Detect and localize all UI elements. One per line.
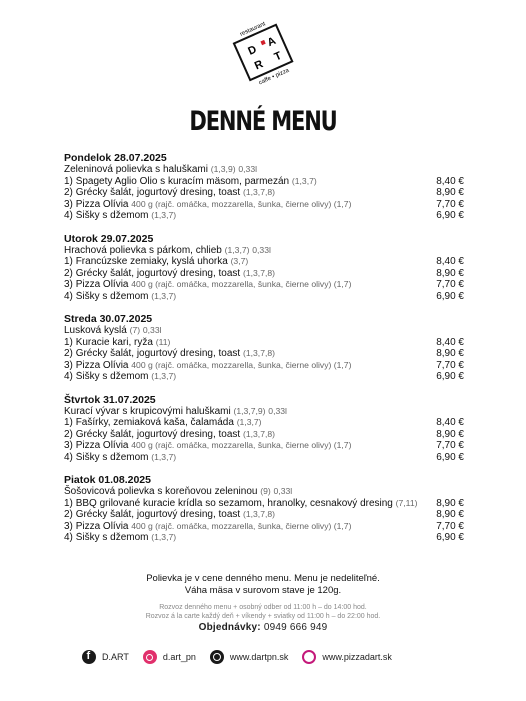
item-detail: (1,3,7) — [291, 175, 317, 186]
day-heading: Streda 30.07.2025 — [64, 313, 153, 325]
item-name: Fašírky, zemiaková kaša, čalamáda — [75, 417, 234, 428]
menu-item — [64, 440, 464, 452]
item-name: Kuracie kari, ryža — [75, 336, 153, 348]
menu-item — [64, 521, 464, 533]
menu-item — [64, 279, 464, 291]
menu-item — [64, 256, 464, 268]
item-price: 7,70 € — [436, 440, 464, 451]
item-number: 1) — [64, 417, 73, 428]
day-heading: Piatok 01.08.2025 — [64, 474, 151, 486]
item-price: 7,70 € — [436, 359, 464, 371]
day-heading: Pondelok 28.07.2025 — [64, 152, 167, 164]
soup-volume: 0,33l — [238, 164, 258, 174]
item-detail: (1,3,7) — [151, 451, 177, 462]
menu-day — [64, 474, 464, 544]
item-name: Grécky šalát, jogurtový dresing, toast — [75, 348, 241, 359]
item-price: 7,70 € — [436, 198, 464, 210]
menu-item-text — [64, 452, 176, 464]
item-name: Pizza Olívia — [75, 440, 129, 451]
soup-volume: 0,33l — [268, 405, 287, 416]
soup-volume: 0,33l — [273, 486, 293, 496]
item-price: 6,90 € — [436, 290, 464, 302]
item-detail: 400 g (rajč. omáčka, mozzarella, šunka, čierne olivy) (1,7) — [131, 279, 352, 289]
menu-item-text — [64, 509, 275, 521]
menu-item — [64, 417, 464, 429]
soup-line — [64, 164, 464, 176]
item-number: 1) — [64, 175, 73, 187]
menu-item-text — [64, 337, 170, 349]
daily-menu — [64, 152, 464, 555]
logo-letter-a: A — [265, 34, 278, 50]
social-web[interactable] — [210, 650, 289, 664]
item-price: 7,70 € — [436, 279, 464, 290]
item-price: 8,90 € — [436, 267, 464, 279]
menu-note — [0, 573, 526, 596]
item-price: 8,90 € — [436, 509, 464, 520]
soup-line — [64, 406, 464, 418]
item-name: Francúzske zemiaky, kyslá uhorka — [75, 256, 228, 267]
item-name: Pizza Olívia — [75, 359, 129, 371]
item-detail: (1,3,7,8) — [243, 267, 276, 278]
item-price: 8,90 € — [436, 428, 464, 440]
item-detail: (3,7) — [230, 256, 249, 266]
item-price: 8,40 € — [436, 417, 464, 428]
logo-top-text: restaurant — [239, 21, 267, 38]
menu-item-text — [64, 417, 262, 429]
item-number: 4) — [64, 290, 73, 302]
order-contact — [0, 622, 526, 633]
day-heading: Utorok 29.07.2025 — [64, 232, 154, 245]
item-number: 4) — [64, 451, 73, 463]
logo-bottom-text: caffe • pizza — [258, 67, 291, 87]
soup-allergens: (9) — [260, 486, 271, 496]
soup-name: Zeleninová polievka s haluškami — [64, 164, 208, 175]
item-name: Šišky s džemom — [75, 290, 149, 302]
item-name: BBQ grilované kuracie krídla so sezamom, hranolky, cesnakový dresing — [75, 497, 393, 509]
soup-allergens: (7) — [129, 325, 141, 335]
social-facebook-label: D.ART — [102, 652, 129, 662]
menu-item — [64, 337, 464, 349]
soup-name: Kurací vývar s krupicovými haluškami — [64, 405, 231, 417]
item-name: Grécky šalát, jogurtový dresing, toast — [75, 509, 241, 520]
item-number: 2) — [64, 509, 73, 520]
menu-item — [64, 210, 464, 222]
item-detail: (1,3,7) — [151, 210, 177, 220]
soup-name: Lusková kyslá — [64, 325, 127, 336]
restaurant-logo — [224, 14, 304, 90]
menu-item — [64, 532, 464, 544]
soup-volume: 0,33l — [252, 244, 271, 255]
item-detail: (11) — [155, 336, 171, 347]
social-pizza[interactable] — [302, 650, 392, 664]
item-name: Grécky šalát, jogurtový dresing, toast — [75, 267, 241, 279]
soup-allergens: (1,3,7) — [224, 244, 250, 255]
social-instagram-label: d.art_pn — [162, 652, 196, 662]
menu-day — [64, 394, 464, 464]
menu-day — [64, 233, 464, 303]
hours-line-1: Rozvoz denného menu + osobný odber od 11:00 h – do 14:00 hod. — [159, 604, 367, 611]
item-price: 8,90 € — [436, 497, 464, 509]
item-detail: (1,3,7) — [236, 417, 262, 427]
menu-item-text — [64, 360, 351, 372]
hours-line-2: Rozvoz á la carte každý deň + víkendy + sviatky od 11:00 h – do 22:00 hod. — [145, 613, 381, 620]
delivery-hours — [0, 603, 526, 621]
order-label: Objednávky: — [198, 622, 261, 633]
menu-item-text — [64, 256, 248, 268]
logo-letter-t: T — [272, 49, 284, 64]
item-number: 3) — [64, 520, 73, 532]
menu-item-text — [64, 268, 275, 280]
menu-day — [64, 313, 464, 383]
soup-line — [64, 245, 464, 257]
item-detail: (1,3,7,8) — [243, 187, 276, 197]
item-number: 2) — [64, 267, 73, 279]
item-detail: 400 g (rajč. omáčka, mozzarella, šunka, čierne olivy) (1,7) — [131, 520, 352, 531]
web-icon — [210, 650, 224, 664]
item-detail: (7,11) — [395, 497, 418, 508]
item-number: 3) — [64, 359, 73, 371]
social-facebook[interactable] — [82, 650, 129, 664]
item-detail: (1,3,7) — [151, 532, 177, 542]
menu-item-text — [64, 371, 176, 383]
menu-item-text — [64, 440, 351, 452]
menu-item — [64, 199, 464, 211]
item-number: 1) — [64, 497, 73, 509]
menu-item — [64, 176, 464, 188]
item-detail: 400 g (rajč. omáčka, mozzarella, šunka, čierne olivy) (1,7) — [131, 359, 352, 370]
menu-item-text — [64, 429, 275, 441]
item-price: 6,90 € — [436, 210, 464, 221]
soup-name: Hrachová polievka s párkom, chlieb — [64, 244, 222, 256]
menu-item — [64, 429, 464, 441]
menu-item-text — [64, 498, 417, 510]
item-price: 8,40 € — [436, 175, 464, 187]
menu-item — [64, 452, 464, 464]
item-price: 8,40 € — [436, 256, 464, 267]
item-name: Špagety Aglio Olio s kuracím mäsom, parmezán — [75, 175, 290, 187]
item-number: 3) — [64, 279, 73, 290]
menu-item-text — [64, 187, 275, 199]
menu-item — [64, 268, 464, 280]
item-number: 3) — [64, 440, 73, 451]
item-detail: (1,3,7) — [151, 371, 177, 381]
social-instagram[interactable] — [143, 650, 196, 664]
menu-item-text — [64, 210, 176, 222]
menu-item-text — [64, 348, 275, 360]
soup-allergens: (1,3,9) — [210, 164, 236, 174]
item-detail: (1,3,7) — [151, 290, 177, 301]
social-links — [82, 648, 442, 666]
item-number: 4) — [64, 371, 73, 382]
menu-item-text — [64, 521, 351, 533]
facebook-icon — [82, 650, 96, 664]
note-line-2: Váha mäsa v surovom stave je 120g. — [184, 584, 342, 596]
social-web-label: www.dartpn.sk — [229, 652, 289, 662]
item-number: 2) — [64, 348, 73, 359]
item-name: Šišky s džemom — [75, 532, 149, 543]
item-name: Pizza Olívia — [75, 520, 129, 532]
item-number: 2) — [64, 187, 73, 198]
logo-letter-r: R — [252, 58, 266, 73]
item-detail: (1,3,7,8) — [243, 509, 276, 519]
soup-allergens: (1,3,7,9) — [233, 405, 266, 416]
item-price: 8,40 € — [436, 336, 464, 348]
item-name: Šišky s džemom — [75, 371, 149, 382]
item-detail: (1,3,7,8) — [243, 348, 276, 358]
soup-line — [64, 486, 464, 498]
page-title: DENNÉ MENU — [189, 106, 337, 137]
item-detail: 400 g (rajč. omáčka, mozzarella, šunka, čierne olivy) (1,7) — [131, 198, 352, 209]
item-name: Šišky s džemom — [75, 210, 149, 221]
soup-line — [64, 325, 464, 337]
menu-item-text — [64, 279, 351, 291]
menu-item — [64, 360, 464, 372]
logo-letter-d: D — [246, 43, 259, 58]
item-number: 1) — [64, 256, 73, 267]
soup-volume: 0,33l — [142, 325, 162, 335]
item-number: 3) — [64, 198, 73, 210]
soup-name: Šošovicová polievka s koreňovou zeleninou — [64, 486, 258, 497]
menu-item — [64, 291, 464, 303]
item-price: 8,90 € — [436, 187, 464, 198]
item-price: 6,90 € — [436, 371, 464, 382]
item-price: 6,90 € — [436, 451, 464, 463]
item-price: 7,70 € — [436, 520, 464, 532]
item-number: 4) — [64, 532, 73, 543]
item-name: Šišky s džemom — [75, 451, 149, 463]
note-line-1: Polievka je v cene denného menu. Menu je nedeliteľné. — [146, 573, 380, 584]
instagram-icon — [143, 650, 157, 664]
item-name: Grécky šalát, jogurtový dresing, toast — [75, 428, 241, 440]
item-name: Pizza Olívia — [75, 279, 129, 290]
menu-day — [64, 152, 464, 222]
item-number: 2) — [64, 428, 73, 440]
menu-item — [64, 187, 464, 199]
item-number: 1) — [64, 336, 73, 348]
item-name: Grécky šalát, jogurtový dresing, toast — [75, 187, 241, 198]
menu-item — [64, 509, 464, 521]
pizza-icon — [302, 650, 316, 664]
social-pizza-label: www.pizzadart.sk — [322, 652, 392, 662]
item-number: 4) — [64, 210, 73, 221]
menu-item-text — [64, 176, 317, 188]
item-name: Pizza Olívia — [75, 198, 129, 210]
menu-item — [64, 348, 464, 360]
item-price: 8,90 € — [436, 348, 464, 359]
order-phone[interactable]: 0949 666 949 — [263, 622, 328, 633]
item-price: 6,90 € — [436, 532, 464, 543]
menu-item-text — [64, 199, 351, 211]
menu-item — [64, 371, 464, 383]
item-detail: (1,3,7,8) — [243, 428, 276, 439]
day-heading: Štvrtok 31.07.2025 — [64, 393, 156, 406]
item-detail: 400 g (rajč. omáčka, mozzarella, šunka, čierne olivy) (1,7) — [131, 440, 352, 450]
menu-item — [64, 498, 464, 510]
menu-item-text — [64, 532, 176, 544]
menu-item-text — [64, 291, 176, 303]
